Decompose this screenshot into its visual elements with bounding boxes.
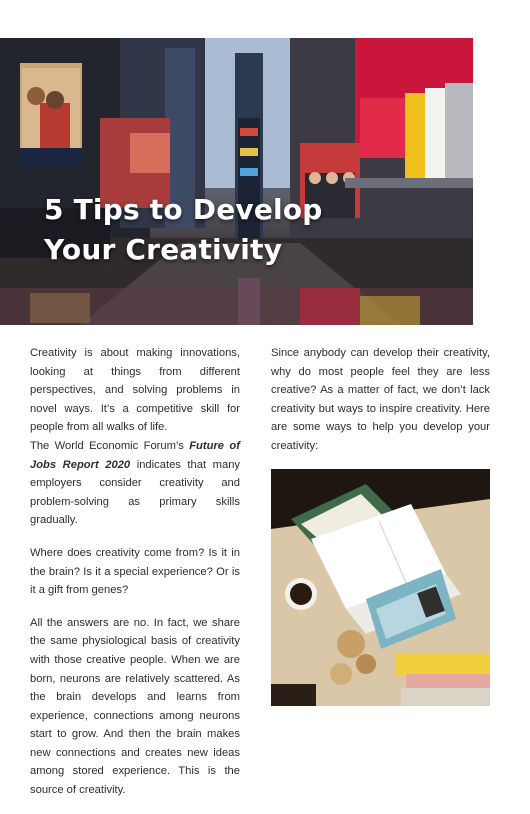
paragraph-answers: All the answers are no. In fact, we share the same physiological basis of creativity with those creative people. When we are born, neurons are relatively scattered. As the brain develops and learns from experience, connections among neurons start to grow. And then the brain makes new connections and creates new ideas among stored experience. This is the source of creativity. bbox=[30, 616, 240, 797]
hero-image bbox=[0, 38, 473, 325]
notebook-desk-illustration bbox=[271, 469, 490, 706]
left-column bbox=[30, 344, 240, 814]
right-column bbox=[271, 344, 490, 470]
city-street-illustration bbox=[0, 38, 473, 325]
notebook-photo bbox=[271, 469, 490, 706]
title-line-1: 5 Tips to Develop bbox=[44, 193, 323, 226]
wef-suffix: indicates that many employers consider creativity and problem-solving as primary skills gradually. bbox=[30, 458, 241, 527]
paragraph-questions: Where does creativity come from? Is it in the brain? Is it a special experience? Or is it a gift from genes? bbox=[30, 546, 240, 597]
wef-prefix: The World Economic Forum’s bbox=[30, 439, 190, 452]
article-title bbox=[44, 190, 323, 270]
report-title: Future of Jobs Report 2020 bbox=[30, 439, 240, 471]
paragraph-ways: Since anybody can develop their creativity, why do most people feel they are less creative? As a matter of fact, we don’t lack creativity but ways to inspire creativity. Here are some ways to help you develop your creativity: bbox=[271, 347, 490, 452]
title-line-2: Your Creativity bbox=[44, 233, 283, 266]
paragraph-intro: Creativity is about making innovations, looking at things from different perspectives, and solving problems in novel ways. It’s a competitive skill for people from all walks of life. bbox=[30, 347, 240, 434]
paragraph-wef bbox=[30, 437, 240, 530]
